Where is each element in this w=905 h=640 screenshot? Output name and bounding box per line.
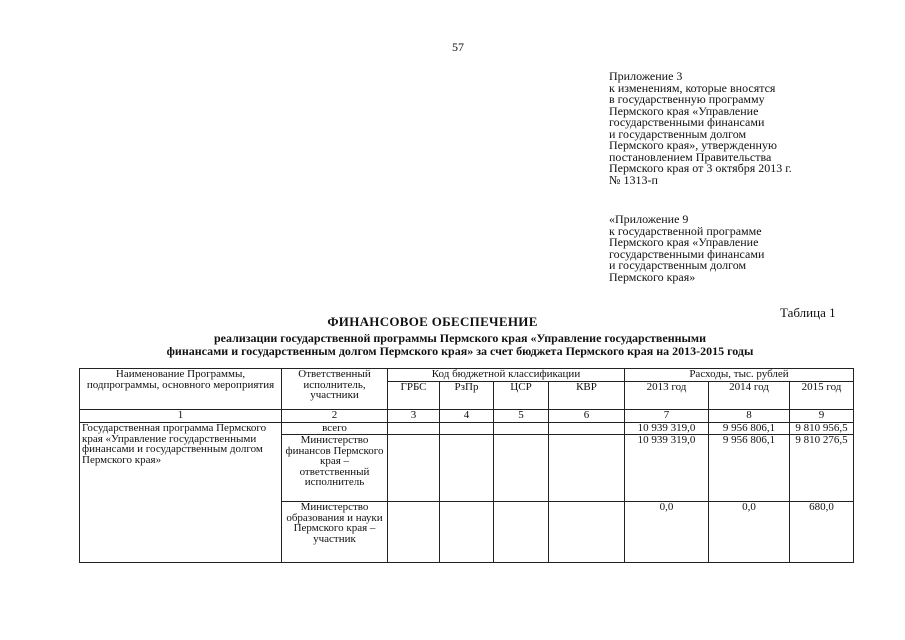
col-number: 5 [494,410,549,423]
header-2013: 2013 год [625,382,709,410]
value-2014: 0,0 [709,502,790,563]
header-row [80,369,854,382]
appendix-3-header: Приложение 3 к изменениям, которые вносятся в государственную программу Пермского края «Управление государственными финансами и государственным долгом Пермского края», утвержденную постановлением Правительства Пермского края от 3 октября 2013 г. № 1313-п [609,69,792,187]
col-number: 7 [625,410,709,423]
header-grbs: ГРБС [388,382,440,410]
header-2014: 2014 год [709,382,790,410]
financing-table [79,368,854,563]
empty-cell [494,502,549,563]
value-2013: 0,0 [625,502,709,563]
col-number: 6 [549,410,625,423]
empty-cell [549,423,625,435]
program-name-cell: Государственная программа Пермского края «Управление государственными финансами и государственным долгом Пермского края» [80,423,282,563]
empty-cell [388,435,440,502]
empty-cell [494,435,549,502]
page-number: 57 [452,40,464,54]
empty-cell [440,502,494,563]
table-number: Таблица 1 [780,305,836,320]
value-2015: 9 810 276,5 [790,435,854,502]
empty-cell [388,502,440,563]
header-csr: ЦСР [494,382,549,410]
value-2015: 680,0 [790,502,854,563]
col-number: 4 [440,410,494,423]
col-number: 1 [80,410,282,423]
header-kvr: КВР [549,382,625,410]
subtitle-line-2: финансами и государственным долгом Пермского края» за счет бюджета Пермского края на 2013-2015 годы [166,343,754,358]
appendix-9-header: «Приложение 9 к государственной программе Пермского края «Управление государственными финансами и государственным долгом Пермского края» [609,212,765,284]
column-number-row [80,410,854,423]
header-executor: Ответственный исполнитель, участники [282,369,388,410]
value-2014: 9 956 806,1 [709,423,790,435]
document-subtitle [80,332,840,357]
table-row [80,423,854,435]
document-title: ФИНАНСОВОЕ ОБЕСПЕЧЕНИЕ [327,314,538,329]
value-2014: 9 956 806,1 [709,435,790,502]
executor-cell: всего [282,423,388,435]
value-2013: 10 939 319,0 [625,435,709,502]
value-2015: 9 810 956,5 [790,423,854,435]
subtitle-line-1: реализации государственной программы Пермского края «Управление государственными [213,331,707,345]
header-budget-code: Код бюджетной классификации [388,369,625,382]
executor-cell: Министерство образования и науки Пермского края – участник [282,502,388,563]
col-number: 2 [282,410,388,423]
col-number: 8 [709,410,790,423]
empty-cell [549,435,625,502]
empty-cell [440,423,494,435]
header-name: Наименование Программы, подпрограммы, основного мероприятия [80,369,282,410]
empty-cell [494,423,549,435]
executor-cell: Министерство финансов Пермского края – ответственный исполнитель [282,435,388,502]
empty-cell [388,423,440,435]
header-expenses: Расходы, тыс. рублей [625,369,854,382]
header-2015: 2015 год [790,382,854,410]
col-number: 3 [388,410,440,423]
empty-cell [440,435,494,502]
empty-cell [549,502,625,563]
value-2013: 10 939 319,0 [625,423,709,435]
col-number: 9 [790,410,854,423]
header-rzpr: РзПр [440,382,494,410]
